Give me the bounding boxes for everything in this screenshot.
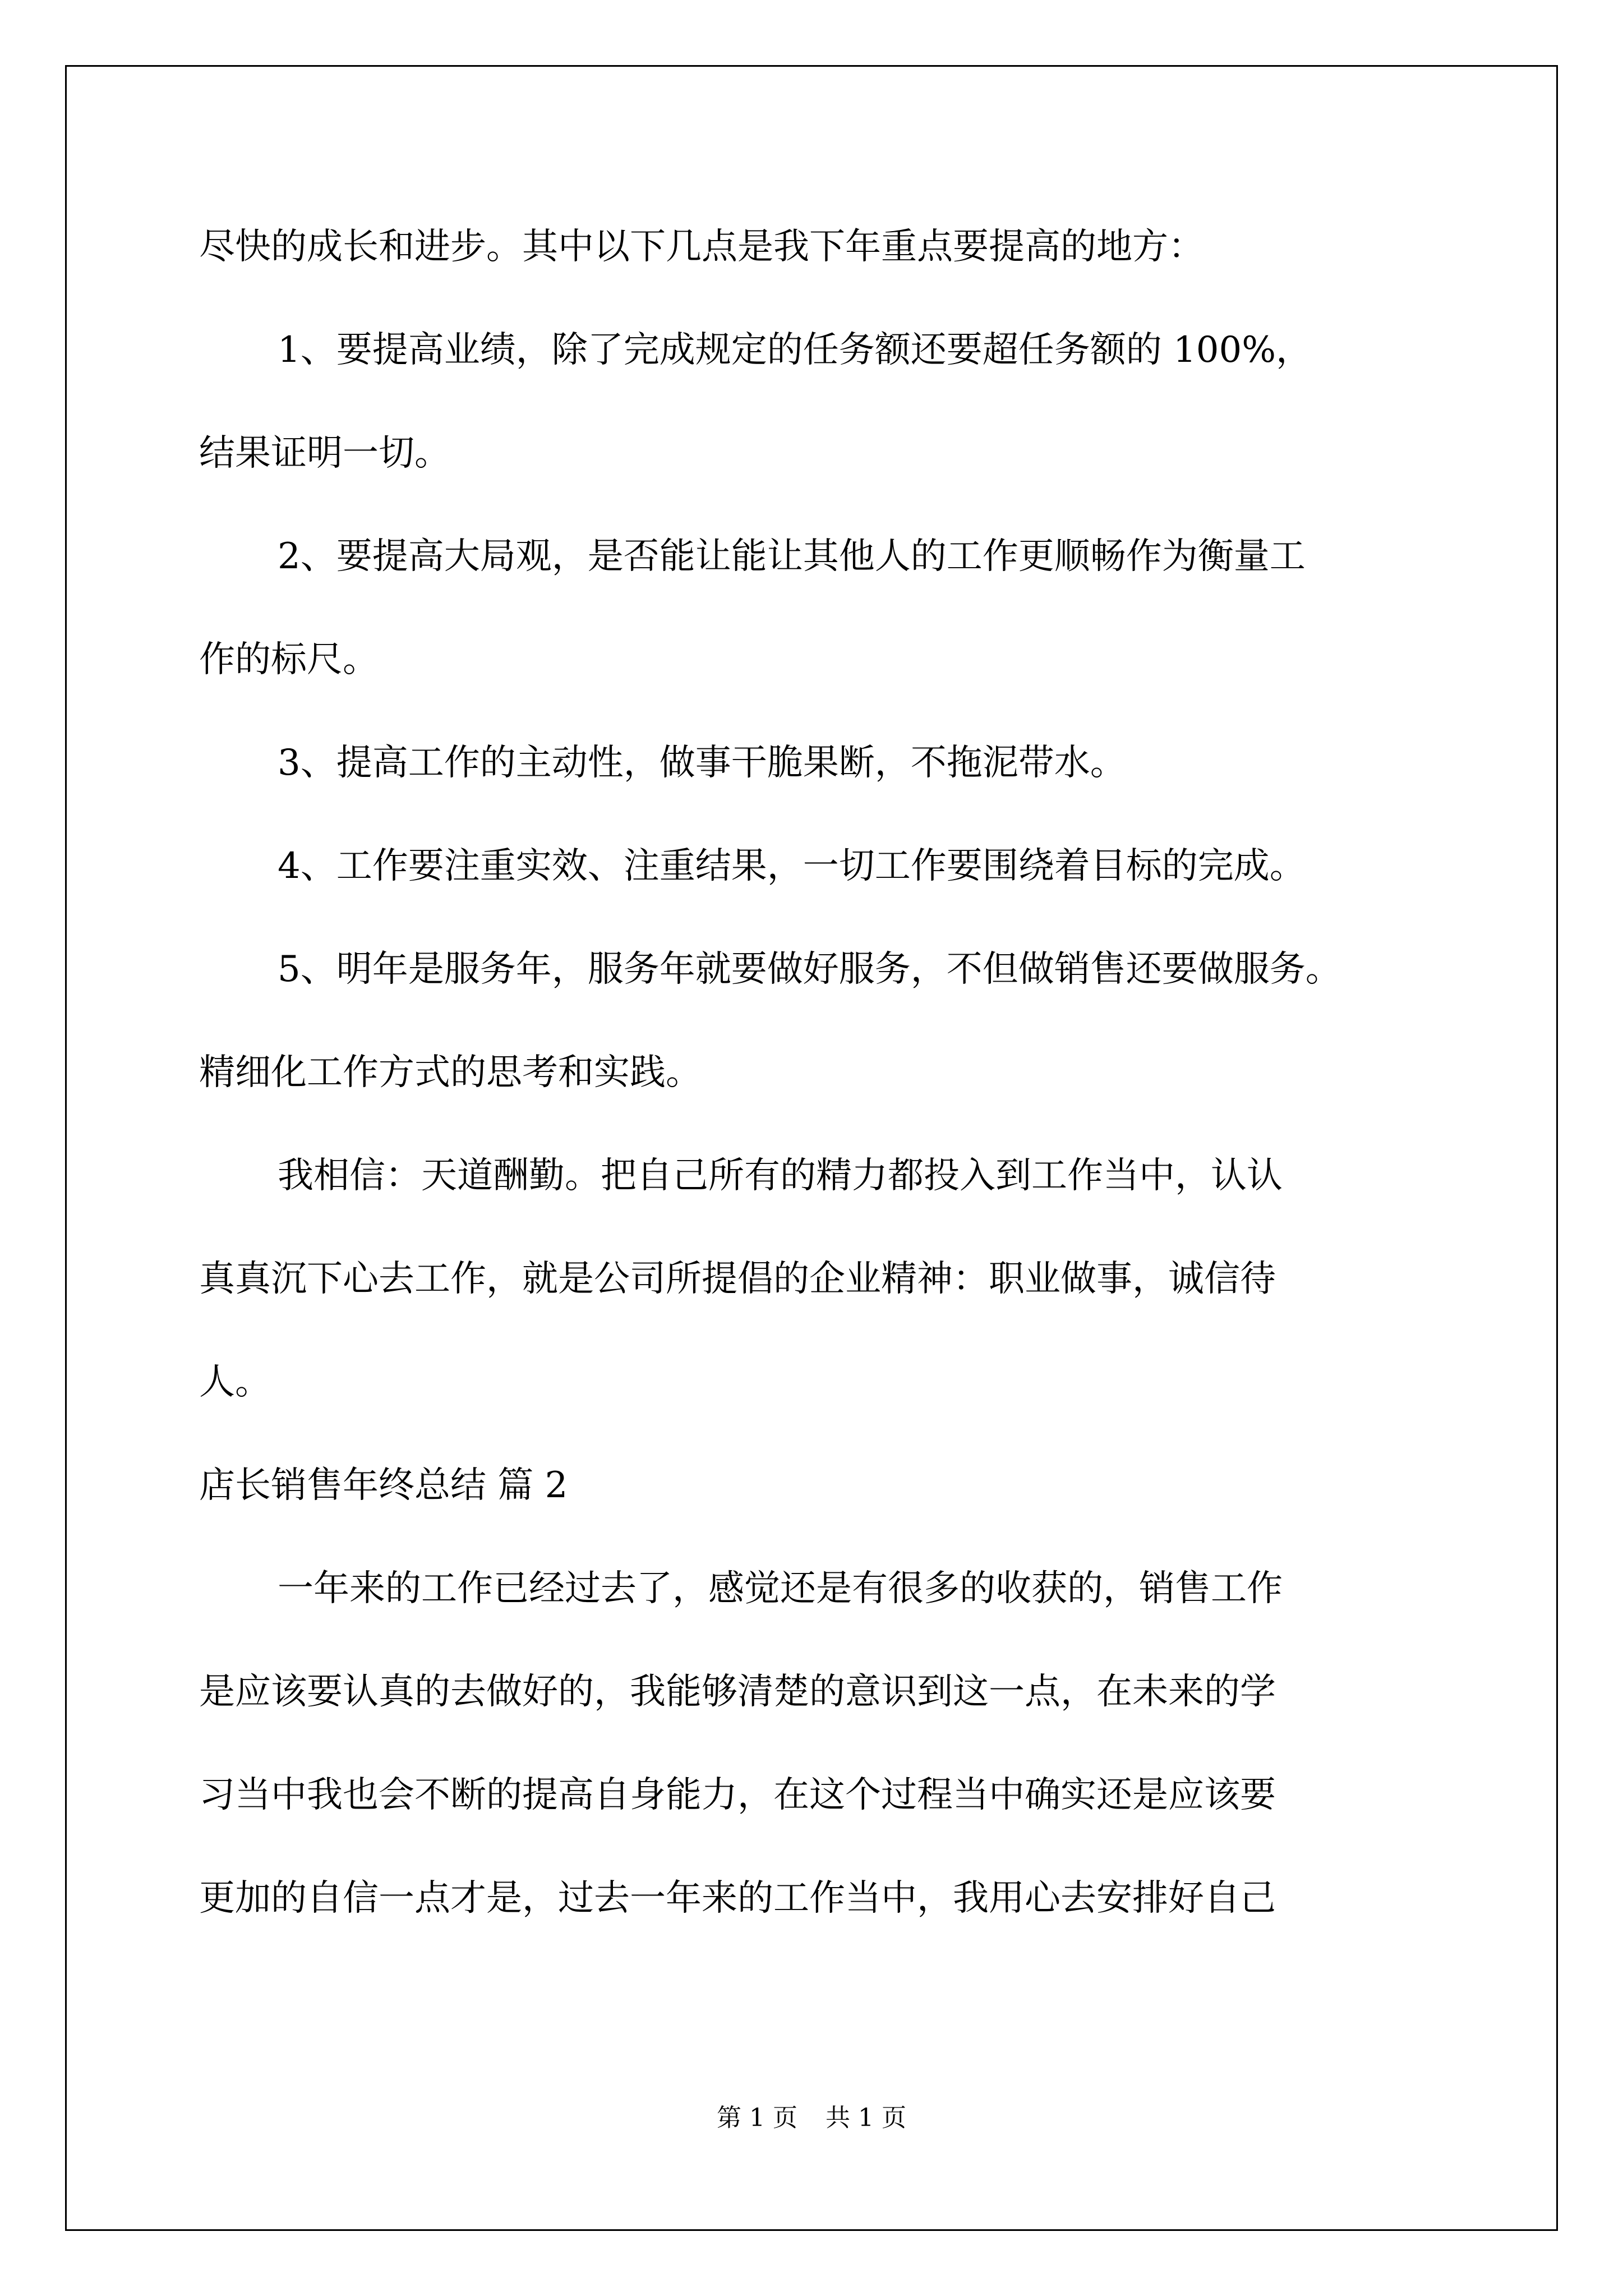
paragraph-line: 更加的自信一点才是，过去一年来的工作当中，我用心去安排好自己 <box>199 1878 1276 1919</box>
page-number: 第 1 页 <box>717 2104 797 2132</box>
paragraph-line: 是应该要认真的去做好的，我能够清楚的意识到这一点，在未来的学 <box>199 1671 1276 1713</box>
paragraph-line: 一年来的工作已经过去了，感觉还是有很多的收获的，销售工作 <box>278 1568 1283 1609</box>
paragraph-line: 真真沉下心去工作，就是公司所提倡的企业精神：职业做事，诚信待 <box>199 1258 1276 1300</box>
list-item-1-line: 结果证明一切。 <box>199 432 450 474</box>
body-line: 尽快的成长和进步。其中以下几点是我下年重点要提高的地方： <box>199 226 1204 268</box>
list-item-2-line: 2、要提高大局观，是否能让能让其他人的工作更顺畅作为衡量工 <box>278 536 1306 577</box>
list-item-5-line: 5、明年是服务年，服务年就要做好服务，不但做销售还要做服务。 <box>278 949 1341 990</box>
list-item-1-line: 1、要提高业绩，除了完成规定的任务额还要超任务额的 100%， <box>278 329 1312 371</box>
paragraph-line: 习当中我也会不断的提高自身能力，在这个过程当中确实还是应该要 <box>199 1774 1276 1816</box>
paragraph-line: 人。 <box>199 1361 271 1403</box>
list-item-3-line: 3、提高工作的主动性，做事干脆果断，不拖泥带水。 <box>278 742 1126 784</box>
section-heading: 店长销售年终总结 篇 2 <box>199 1465 568 1506</box>
page-footer <box>0 2102 1623 2134</box>
list-item-4-line: 4、工作要注重实效、注重结果，一切工作要围绕着目标的完成。 <box>278 845 1306 887</box>
page-total: 共 1 页 <box>826 2104 906 2132</box>
list-item-2-line: 作的标尺。 <box>199 639 379 680</box>
paragraph-line: 我相信：天道酬勤。把自己所有的精力都投入到工作当中，认认 <box>278 1155 1283 1197</box>
list-item-5-line: 精细化工作方式的思考和实践。 <box>199 1052 702 1093</box>
